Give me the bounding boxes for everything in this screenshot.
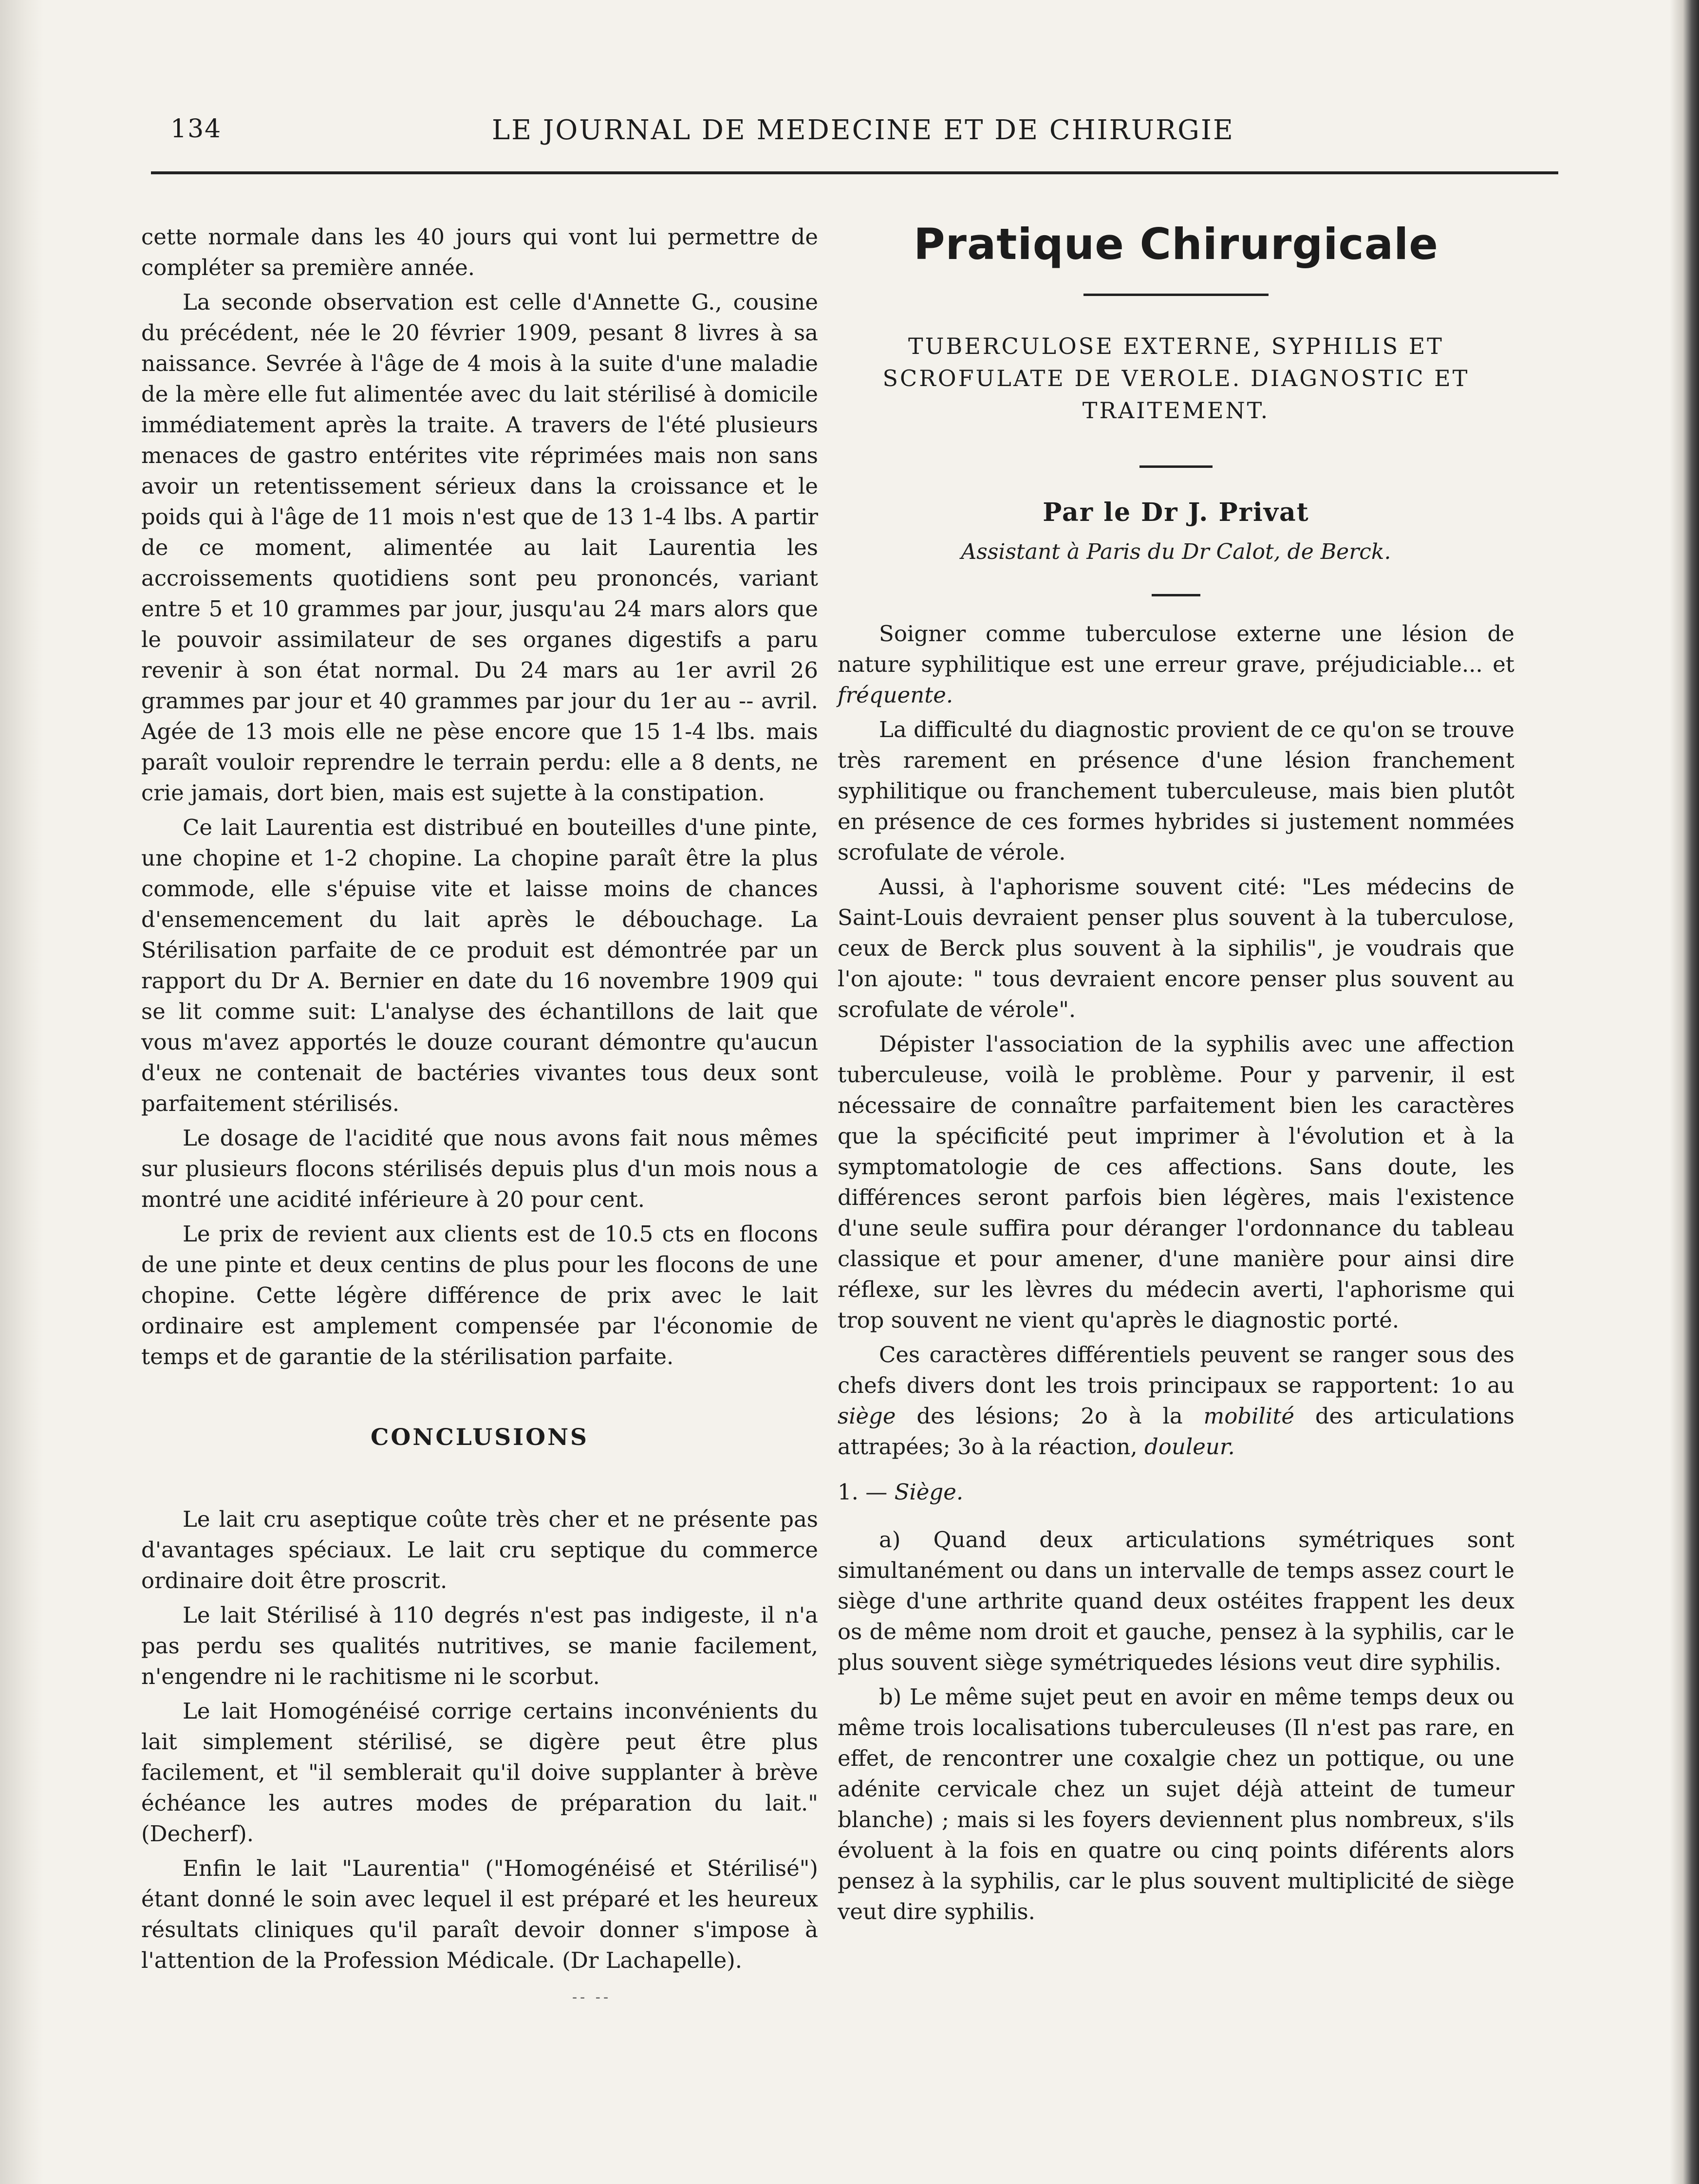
list-item: b) Le même sujet peut en avoir en même temps deux ou même trois localisations tuberculeuses (Il n'est pas rare, en effet, de rencontrer une coxalgie chez un pottique, ou une adénite cervicale chez un sujet déjà atteint de tumeur blanche) ; mais si les foyers deviennent plus nombreux, s'ils évoluent à la fois en quatre ou cinq points diférents alors pensez à la syphilis, car le plus souvent multiplicité de siège veut dire syphilis. — [838, 1684, 1514, 1925]
right-column — [838, 219, 1515, 1931]
paragraph: Le dosage de l'acidité que nous avons fait nous mêmes sur plusieurs flocons stérilisés depuis plus d'un mois nous a montré une acidité inférieure à 20 pour cent. — [141, 1125, 818, 1212]
conclusion-paragraph: Le lait Stérilisé à 110 degrés n'est pas indigeste, il n'a pas perdu ses qualités nutritives, se manie facilement, n'engendre ni le rachitisme ni le scorbut. — [141, 1602, 818, 1689]
principal-emphasis-3: douleur. — [1144, 1434, 1235, 1460]
author-byline: Par le Dr J. Privat — [1043, 498, 1309, 527]
article-title: TUBERCULOSE EXTERNE, SYPHILIS ET SCROFULATE DE VEROLE. DIAGNOSTIC ET TRAITEMENT. — [882, 333, 1470, 424]
list-items — [838, 1524, 1514, 1927]
principal-emphasis-2: mobilité — [1203, 1403, 1294, 1429]
conclusion-paragraph: Le lait cru aseptique coûte très cher et ne présente pas d'avantages spéciaux. Le lait cru septique du commerce ordinaire doit être proscrit. — [141, 1506, 818, 1593]
paragraph: La seconde observation est celle d'Annette G., cousine du précédent, née le 20 février 1909, pesant 8 livres à sa naissance. Sevrée à l'âge de 4 mois à la suite d'une maladie de la mère elle fut alimentée avec du lait stérilisé à domicile immédiatement après la traite. A travers de l'été plusieurs menaces de gastro entérites vite réprimées mais non sans avoir un retentissement sérieux dans la croissance et le poids qui à l'âge de 11 mois n'est que de 13 1-4 lbs. A partir de ce moment, alimentée au lait Laurentia les accroissements quotidiens sont peu prononcés, variant entre 5 et 10 grammes par jour, jusqu'au 24 mars alors que le pouvoir assimilateur de ses organes digestifs a paru revenir à son état normal. Du 24 mars au 1er avril 26 grammes par jour et 40 grammes par jour du 1er au -- avril. Agée de 13 mois elle ne pèse encore que 15 1-4 lbs. mais paraît vouloir reprendre le terrain perdu: elle a 8 dents, ne crie jamais, dort bien, mais est sujette à la constipation. — [141, 289, 818, 806]
page-edge-shadow-left — [0, 0, 44, 2184]
page-edge-shadow-right — [1670, 0, 1699, 2184]
intro-emphasis: fréquente. — [838, 682, 953, 708]
subsection-number: 1. — — [838, 1479, 888, 1505]
paragraph: Ce lait Laurentia est distribué en bouteilles d'une pinte, une chopine et 1-2 chopine. La chopine paraît être la plus commode, elle s'épuise vite et laisse moins de chances d'ensemencement du lait après le débouchage. La Stérilisation parfaite de ce produit est démontrée par un rapport du Dr A. Bernier en date du 16 novembre 1909 qui se lit comme suit: L'analyse des échantillons de lait que vous m'avez apportés le douze courant démontre qu'aucun d'eux ne contenait de bactéries vivantes tous deux sont parfaitement stérilisés. — [141, 814, 818, 1116]
paragraph: Dépister l'association de la syphilis avec une affection tuberculeuse, voilà le problème. Pour y parvenir, il est nécessaire de connaître parfaitement bien les caractères que la spécificité peut imprimer à l'évolution et à la symptomatologie de ces affections. Sans doute, les différences seront parfois bien légères, mais l'existence d'une seule suffira pour déranger l'ordonnance du tableau classique et pour amener, d'une manière pour ainsi dire réflexe, sur les lèvres du médecin averti, l'aphorisme qui trop souvent ne vient qu'après le diagnostic porté. — [838, 1031, 1514, 1333]
subsection-label: Siège. — [894, 1479, 964, 1505]
left-column — [141, 222, 818, 1980]
footer-mark: -- -- — [572, 1989, 612, 2006]
subsection-heading — [838, 1477, 1514, 1507]
running-title: LE JOURNAL DE MEDECINE ET DE CHIRURGIE — [492, 114, 1234, 146]
principal-paragraph — [838, 1339, 1514, 1462]
paragraph: Aussi, à l'aphorisme souvent cité: "Les médecins de Saint-Louis devraient penser plus souvent à la tuberculose, ceux de Berck plus souvent à la siphilis", je voudrais que l'on ajoute: " tous devraient encore penser plus souvent au scrofulate de vérole". — [838, 874, 1514, 1022]
principal-text-2: des lésions; 2o à la — [916, 1403, 1183, 1429]
intro-text: Soigner comme tuberculose externe une lésion de nature syphilitique est une erreur grave, préjudiciable... et — [838, 621, 1514, 677]
principal-emphasis-1: siège — [838, 1403, 896, 1429]
paragraph: cette normale dans les 40 jours qui vont lui permettre de compléter sa première année. — [141, 224, 818, 280]
conclusion-paragraph: Enfin le lait "Laurentia" ("Homogénéisé et Stérilisé") étant donné le soin avec lequel il est préparé et les heureux résultats cliniques qu'il paraît devoir donner s'impose à l'attention de la Profession Médicale. (Dr Lachapelle). — [141, 1855, 818, 1973]
author-affiliation: Assistant à Paris du Dr Calot, de Berck. — [961, 539, 1391, 564]
paragraph: La difficulté du diagnostic provient de ce qu'on se trouve très rarement en présence d'une lésion franchement syphilitique ou franchement tuberculeuse, mais bien plutôt en présence de ces formes hybrides si justement nommées scrofulate de vérole. — [838, 717, 1514, 865]
paragraph: Le prix de revient aux clients est de 10.5 cts en flocons de une pinte et deux centins de plus pour les flocons de une chopine. Cette légère différence de prix avec le lait ordinaire est amplement compensée par l'économie de temps et de garantie de la stérilisation parfaite. — [141, 1221, 818, 1370]
page-number: 134 — [170, 114, 222, 144]
intro-paragraph — [838, 618, 1514, 710]
principal-text-3: des articulations attrapées; 3o à la réaction, — [838, 1403, 1515, 1460]
page-header — [166, 114, 1539, 158]
conclusions-heading: CONCLUSIONS — [371, 1424, 589, 1451]
section-title: Pratique Chirurgicale — [914, 219, 1438, 269]
principal-text-1: Ces caractères différentiels peuvent se ranger sous des chefs divers dont les trois principaux se rapportent: 1o au — [838, 1342, 1514, 1398]
conclusion-paragraph: Le lait Homogénéisé corrige certains inconvénients du lait simplement stérilisé, se digère peut être plus facilement, et "il semblerait qu'il doive supplanter à brève échéance les autres modes de préparation du lait." (Decherf). — [141, 1698, 818, 1847]
header-rule — [151, 171, 1558, 174]
list-item: a) Quand deux articulations symétriques sont simultanément ou dans un intervalle de temps assez court le siège d'une arthrite quand deux ostéites frappent les deux os de même nom droit et gauche, pensez à la syphilis, car le plus souvent siège symétriquedes lésions veut dire syphilis. — [838, 1527, 1514, 1675]
